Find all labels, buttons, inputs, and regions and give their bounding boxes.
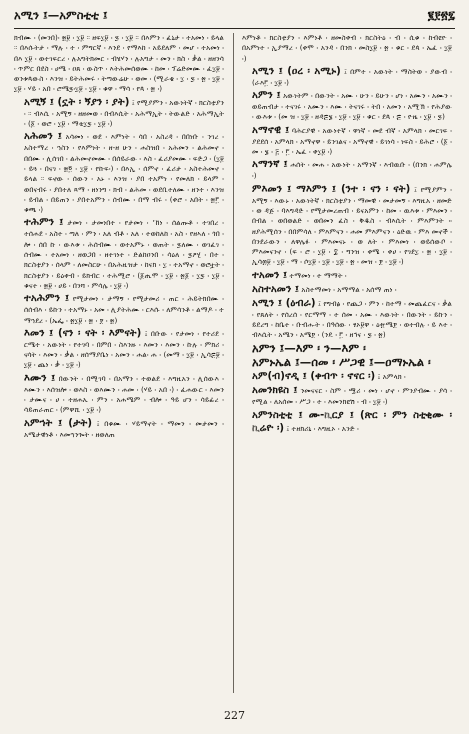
entry-definition: ታመነ ፡ ታመነበተ ፡ የታመነ ፡ 'ኸነ ፡ ሰልጡቶ ፡ ተገበረ ፡ ተሰሐደ ፡ አስተ ፡ ጣለ ፡ ምን ፡ አለ ብቶ ፡ አለ ፡ ተወከለከ ፡ አስ ፡ የዘኣለ ፡ ጎበ ፡ ሎ ፡ ሰበ ኩ ፡ ውእቱ ፡ ሕሰብሙ ፡ ወተአምኑ ፡ ወጠት ፡ ፯ለሙ ፡ ወገፈገ ፡ ሰብሙ ፡ ተአመነ ፡ ዘወጋበ ፡ ዘተገነተ ፡ ድልከዐንበ ፡ ሳዕለ ፡ ፯ዖሂ ፡ በተ ፡ ክርስቲያን ፡ ሰላም ፡ ለመስርሁ ፡ በአሕዚዝታ ፡ ከናክ ፡ ፲ ፡ ተአማኖ ፡ ወሮቷት ፡ ክርስቲያን ፡ ይዕቀብ ፡ ይክብር ፡ ተሕሚሮ ፡ (፩ጢሞ ፡ ፲፱ ፡ ፳፩ ፡ ፲፯ ፡ ፲፱ ፡ ቁናተ ፡ ፳፱ ፡ ሀይ ፡ በንሻ ፡ ምሳሌ ፡ ፲፱ ፡) bbox=[24, 218, 224, 290]
entry-headword: አምን ፤ bbox=[252, 90, 281, 102]
right-column bbox=[242, 33, 452, 693]
dictionary-entry bbox=[242, 283, 452, 296]
entry-headword: አሚን ፤ (ዕብራ) bbox=[252, 297, 316, 309]
dictionary-entry bbox=[242, 183, 452, 268]
dictionary-entry bbox=[242, 269, 452, 282]
entry-definition: ፤ የሚያምን ፡ አሚኝ ፡ እውኑ ፡ አውነትኛ ፡ ክርስቲያን ፡ ማመዊ ፡ መታመኝ ፡ እግዚአ ፡ ዘመድ ፡ ወ ዳጅ ፡ ባእግዳድ ፡ የሚታመረጠብ ፡ ይናአምን ፡ ከመ ፡ ዉእቱ ፡ ምእመን ፡ በብል ፡ ወበወልድ ፡ ወበመን ፈስ ፡ ቅዱስ ፡ ብእሲት ፡ ምእምንት ፡፡ ዘያሕሚሰን ፡ በበምሳለ ፡ ምእምናን ፡ ሐመ ምእምናን ፡ ዕድዉ ፡ ምእ መኖች ፡ በንደራውን ፡ ለዋሌፉ ፡ ምእመናኑ ፡ ወ ለት ፡ ምእመነ ፡ ወይሰውቦ ፡ ምእመናንኖ ፡ (ፍ ፡ ሮ ፡ ፲፱ ፡ ፰ ፡ ግንዝ ፡ ቀሜ ፡ ቀሀ ፡ የገደ፲ ፡ ፳ ፡ ፲፱ ፡ ኢሳ፴፱ ፡ ፲፱ ፡ ማ ፡ ሶ፲፱ ፡ ፲፱ ፡ ፲፱ ፡ ፳ ፡ መዝ ፡ ፻ ፡ ፲፱ ፡) bbox=[252, 184, 452, 267]
entry-definition: እምነቶ ፡ ክርስቲያን ፡ እምነቶ ፡ ዘመስቀብ ፡ ክርስትዕ ፡ ብ ፡ ሲቁ ፡ ከብዩዮ ፡ በአምነተ ፡ ኢያማረ ፡ (ቀሞ ፡ አንዳ ፡ በንክ ፡ መስ፲፱ ፡ ፳ ፡ ቁር ፡ ደጳ ፡ ኤፈ ፡ ፲፱ ፡) bbox=[242, 33, 452, 63]
entry-headword: ተሕምን ፤ bbox=[24, 217, 64, 229]
entry-headword: አማኖዊ ፤ bbox=[252, 124, 290, 136]
dictionary-entry bbox=[14, 96, 224, 130]
entry-headword: አምኑኤል ፤—ሰመ ፡ ሥጋዊ ፤—ዐማኑኤል ፡ bbox=[252, 354, 431, 369]
entry-headword: ተአመን ፤ bbox=[252, 269, 288, 281]
running-header bbox=[14, 8, 455, 26]
entry-headword: አማንኛ ፤ bbox=[252, 159, 288, 171]
entry-headword: አምንስቲቲ ፤ ሙ-ኪርያ ፤ (ጽር ፡ ምን ስቲቂሙ ፡ ኪሬዮ ፡) bbox=[252, 409, 452, 434]
entry-definition: የሚታመነ ፡ ታማኝ ፡ የሚታመሪ ፡ ጠር ፡ ሕይትክበሙ ፡ ሰሰብእ ፡ ይኩን ፡ ተአማኑ ፡ አመ ፡ ሊያትሕሙ ፡ ርእሱ ፡ ለምሳንቶ ፡ ልማዶ ፡ ተ ማኀደረ ፡ (ኤፌ ፡ ፳፲፱ ፡ ፳ ፡ ፻ ፡ ፳) bbox=[24, 294, 224, 325]
left-column bbox=[14, 33, 224, 693]
entry-definition: ተማመነ ፡ ተ ማማት ፡ bbox=[289, 270, 347, 280]
header-rule bbox=[14, 28, 455, 29]
page-number-footer: 227 bbox=[224, 709, 245, 722]
entry-headword: አሚን ፤ (ዐረ ፡ አሚኑ) bbox=[252, 65, 341, 77]
dictionary-entry bbox=[242, 33, 452, 64]
dictionary-entry bbox=[14, 327, 224, 371]
dictionary-entry bbox=[14, 130, 224, 215]
entry-headword: አስተአመን ፤ bbox=[252, 283, 300, 295]
dictionary-entry bbox=[242, 409, 452, 435]
entry-headword: አምን ፤—እም ፡ ን—እም ፡ bbox=[252, 340, 366, 355]
header-guide-words: አሚን ፤—አምስቲቲ ፤ bbox=[14, 8, 108, 22]
entry-definition: ንመናናር ፡ ስም ፡ ሟሪ ፡ መነ ፡ ሆኖ ፡ ምንያብሙ ፡ ያሳ ፡ የሚል ፡ ለአሰመ ፡ ሥጋ ፡ ተ ፡ እመንክዩሽ ፡ ብ ፡ ፲፱ ፡) bbox=[252, 386, 452, 407]
dictionary-entry bbox=[242, 370, 452, 383]
entry-definition: ፤ የሚያምን ፡ አውነትኛ ፡ ክርስቲያን ፡ ። ብእሲ ፡ አሚኝ ፡ ዘዘመወ ፡ በብእሲት ፡ አሕማኢት ፡ ትውልድ ፡ አሕማኢት ፡ (፩ ፡ ወሮ ፡ ፲፱ ፡ ማቴ፲፯ ፡ ፲፱ ፡) bbox=[24, 97, 224, 129]
entry-headword: አምኀት ፤ (ታት) bbox=[24, 417, 93, 429]
entry-headword: አሚኝ ፤ (ኗት ፡ ኝያን ፡ ያት) bbox=[24, 96, 130, 108]
dictionary-entry bbox=[242, 158, 452, 181]
dictionary-entry bbox=[242, 356, 452, 369]
entry-headword: አም(ብ)ኖዲ ፤ (ቀብጥ ፡ ኖናር ፡) bbox=[252, 371, 376, 383]
entry-definition: ክብሙ ፡ (መንበ)፡ ፳፱ ፡ ፲፱ ። ዘፍ፲፱ ፡ ፯ ፡ ፲፱ ። በእምን ፡ ፈኒታ ፡ ተአመነ ፡ ይላል ። በእሱትታ ፡ ማሉ ፡ ተ ፡ ምግርኛ ፡ እንደ ፡ የማእከ ፡ አይደለም ፡ መሆ ፡ ተአመነ ፡ በእ ፲፱ ፡ ወተገፍርረ ፡ ሉአግትክመር ፡ ብሄሃን ፡ ሉአግታ ፡ መን ፡ ክስ ፡ ቃል ፡ ዘዘንሳ ፡ ጥምር በደስ ፡ ሀሜ ፡ ዐጸ ፡ ውስጥ ፡ እትሕመሰወሙ ፡ ከመ ፡ ፕሬድመሙ ፡ ፈ፲፱ ፡ ወንቱጳውስ ፡ እንዝ ፡ ይትሕመሩ ፡ ትጣውሬሁ ፡ ወመ ፡ (ሚራቄ ፡ ፲ ፡ ፯ ፡ ፳ ፡ ፲፱ ፡ ፲፱ ፡ ሃይ ፡ አበ ፡ ሮሜ፯፡፲፱ ፡ ፲፱ ፡ ቁዋ ፡ ማሳ ፡ የጳ ፡ ፳ ፡) bbox=[14, 33, 224, 94]
dictionary-entry bbox=[242, 65, 452, 88]
entry-definition: ፤ አምላክ ፡ bbox=[377, 372, 406, 382]
entry-definition: በውንት ፡ በሚገባ ፡ በአማን ፡ ተወልደ ፡ እግዚአን ፡ ሊሰውእ ፡ እሙን ፡ እሰዝሎ ፡ ወእስ ፡ ወእሙን ፡ ሐመ ፡ (ሃይ ፡ አበ ፡) ፡ ፈሐውር ፡ እመን ፡ ታሙና ፡ ሀ ፡ ተዘሐኡ ፡ ምን ፡ አሐሜም ፡ ብሎ ፡ ዓይ ሆን ፡ ሳይፊረ ፡ ሳይጠራጠር ፡ (ምዋሺ ፡ ፲፱ ፡) bbox=[24, 373, 224, 415]
column-divider bbox=[233, 33, 234, 693]
entry-definition: ፤ የግብፅ ፡ የጨጋ ፡ ምን ፡ ከተማ ፡ መጨፈርና ፡ ቃል ፡ የጸለት ፡ የሰረሰ ፡ የርማማ ፡ ተ ሰመ ፡ አሙ ፡ እውነት ፡ በውንት ፡ ይኩን ፡ ይደረግ ፡ ከቤተ ፡ ቡብሑት ፡ በዓሰው ፡ ፃኦ፱ዋ ፡ ዕ፹ሜ፻ ፡ ወተብሉ ፡ ይ እተ ፡ ብእሲት ፡ አሜን ፡ አሜ፻ ፡ (ንዴ ፡ ፫ ፡ ዘኅና ፡ ፯ ፡ ፳) bbox=[252, 298, 452, 340]
dictionary-entry bbox=[242, 342, 452, 355]
dictionary-entry bbox=[14, 372, 224, 416]
entry-definition: ፤ በምተ ፡ አውነት ፡ ማስትወ ፡ ያውብ ፡ (ራእ፫ ፡ ፲፱ ፡) bbox=[252, 66, 452, 87]
entry-headword: እመን ፤ (ናን ፡ ናት ፡ እምናት) bbox=[24, 327, 142, 339]
entry-definition: ፤ በቡው ፡ የታመነ ፡ የተሪደ ፡ ርሜተ ፡ አውነት ፡ የተገባ ፡ በምበ ፡ ስእንዙ ፡ እመን ፡ እመን ፡ ኩሉ ፡ ምክሪ ፡ ናሳት ፡ እመን ፡ ቃል ፡ ዘሰማያቤነ ፡ አመን ፡ ሐል፡ ሐ ፡ (መማ ፡ ፲፱ ፡ ኢሳ፷፱ ፡ ፲፱ ፡ ጨነ ፡ ቃ ፡ ፲፱ ፡) bbox=[24, 328, 224, 370]
entry-headword: ተአሕምን ፤ bbox=[24, 293, 70, 305]
entry-definition: አስተማመነ ፡ አማማል ፡ አሰማ ጠነ ፡ bbox=[301, 284, 397, 294]
dictionary-entry bbox=[14, 33, 224, 95]
dictionary-entry bbox=[14, 292, 224, 326]
entry-definition: ባሕርያዊ ፡ አውነተኛ ፡ ዋነኛ ፡ መደ ብኛ ፡ አምላክ ፡ መርገፍ ፡ ያደደሰ ፡ አምላክ ፡ አማኖዋ ፡ ይንገልና ፡ አማኖዊ ፡ ይገነሳ ፡ ነፍስ ፡ ይሕሮ ፡ (፩ ፡ መ ፡ ፮ ፡ ፭ ፡ ፫ ፡ ኤፈ ፡ ቀ፲፱ ፡) bbox=[252, 125, 452, 157]
entry-definition: አሳመነ ፡ ወደ ፡ እምነት ፡ ሳበ ፡ አስረዳ ፡ በበነቡ ፡ ንገረ ፡ አስተማረ ፡ ኀስን ፡ የእምነት ፡ ዘ-ዘ ሁን ፡ ሐስዝበ ፡ አሕመን ፡ ልሕመኖ ፡ በበሙ ፡ ሊሰገበ ፡ ልሕመኖመሙ ፡ በሰይራው ፡ እስ ፡ ፈሪያመሙ ፡ ፍድጋ ፡ (፲፱ ፡ ይጓ ፡ በናገ ፡ ፳፬ ፡ ፲፱ ፡ የኩፍ፡) ፡ በእኢ ፡ ሰምኖ ፡ ፈሪታ ፡ አስተሕመኖ ፡ ይላል ። ፍኖው ፡ ሰውን ፡ አኑ ፡ እንዝ ፡ ያበ ተአምነ ፡ የመለክ ፡ ይላም ፡ ወበናብሩ ፡ ያበተለ ጻማ ፡ ዘነንግ ፡ ክብ ፡ ልሕመ ፡ ወደቢተለሙ ፡ ዘንተ ፡ እንዝ ፡ ይብል ፡ በይጠን ፡ ያበተአምን ፡ ሰብሙ ፡ በማ ብሩ ፡ (ቀሮ ፡ አበት ፡ ፳፫ ፡ ቁጫ ፡) bbox=[24, 132, 224, 215]
dictionary-entry bbox=[242, 124, 452, 158]
entry-headword: አሕመን ፤ bbox=[24, 131, 62, 143]
dictionary-entry bbox=[14, 216, 224, 291]
entry-definition: ሐሰት ፡ መሐ ፡ አውነት ፡ አማንኛ ፡ እብዉቡ ፡ (በንክ ፡ ሐምሌ ፡) bbox=[252, 160, 452, 181]
dictionary-entry bbox=[242, 89, 452, 123]
entry-headword: ምእመን ፤ ማእምን ፤ (ንተ ፡ ናን ፡ ናት) bbox=[252, 183, 411, 195]
dictionary-entry bbox=[242, 384, 452, 407]
entry-definition: አውነትም ፡ በውንት ፡ አሙ ፡ ሁን ፡ ይሁን ፡ ሆነ ፡ አሙን ፡ አሙን ፡ ወይጠብታ ፡ ተናገሩ ፡ አሙን ፡ እሙ ፡ ትናገሩ ፡ ትበ ፡ አመን ፡ አሚኽ ፡ የሕያው ፡ ውእቱ ፡ (መ ዝ ፡ ፲፱ ፡ ዘዳ፷፮ ፡ ፲፱ ፡ ፲፱ ፡ ቁር ፡ ደጳ ፡ ፷ ፡ ዮዜ ፡ ፲፱ ፡ ፯) bbox=[252, 91, 452, 122]
entry-definition: ፤ ተዘክሪኒ ፡ እግዚኦ ፡ አንድ ፡ bbox=[286, 423, 359, 433]
entry-definition: ፤ በቁሙ ፡ ሃይማኖት ፡ ማመን ፡ መታመን ፡ አሜታዊነቶ ፡ እመኀንጐት ፡ ዘወለጠ bbox=[24, 418, 224, 439]
header-page-number: ፪፻፳፯ bbox=[427, 8, 455, 22]
dictionary-entry bbox=[14, 417, 224, 440]
dictionary-entry bbox=[242, 297, 452, 341]
entry-headword: አመንክዩስ ፤ bbox=[252, 385, 298, 397]
entry-headword: እሙን ፤ bbox=[24, 372, 56, 384]
